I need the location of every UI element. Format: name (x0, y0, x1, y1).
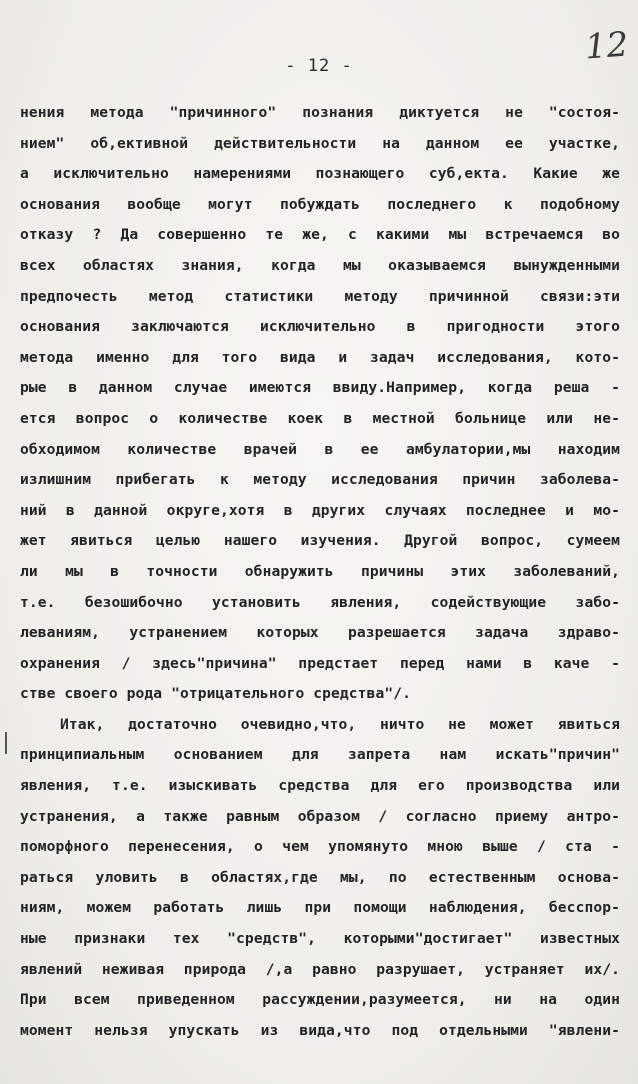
margin-mark (5, 732, 7, 754)
text-line: а исключительно намерениями познающего суб,екта. Какие же (20, 165, 620, 183)
text-line: предпочесть метод статистики методу причинной связи:эти (20, 287, 620, 305)
text-line: нения метода "причинного" познания диктуется не "состоя- (20, 104, 620, 121)
text-line: поморфного перенесения, о чем упомянуто мною выше / ста - (20, 838, 620, 856)
text-line: ниям, можем работать лишь при помощи наблюдения, бесспор- (20, 899, 620, 917)
text-line: ли мы в точности обнаружить причины этих заболеваний, (20, 562, 620, 580)
text-line: жет явиться целью нашего изучения. Другой вопрос, сумеем (20, 532, 620, 550)
text-line: момент нельзя упускать из вида,что под отдельными "явлени- (20, 1021, 620, 1039)
text-line: обходимом количестве врачей в ее амбулатории,мы находим (20, 440, 620, 458)
text-line: отказу ? Да совершенно те же, с какими мы встречаемся во (20, 226, 620, 244)
handwritten-page-number: 12 (583, 24, 630, 68)
page-number: - 12 - (285, 56, 353, 76)
text-line: т.е. безошибочно установить явления, содействующие забо- (20, 593, 620, 611)
text-line: При всем приведенном рассуждении,разумеется, ни на один (20, 991, 620, 1009)
text-line: стве своего рода "отрицательного средства"/. (20, 685, 411, 703)
text-line: излишним прибегать к методу исследования причин заболева- (20, 471, 620, 489)
text-line: леваниям, устранением которых разрешается задача здраво- (20, 624, 620, 642)
text-line: устранения, а также равным образом / согласно приему антро- (20, 807, 620, 825)
text-line: всех областях знания, когда мы оказываемся вынужденными (20, 256, 620, 274)
text-line: основания вообще могут побуждать последнего к подобному (20, 195, 620, 213)
text-line: ется вопрос о количестве коек в местной больнице или не- (20, 409, 620, 427)
text-line: основания заключаются исключительно в пригодности этого (20, 318, 620, 336)
body-text (20, 98, 620, 1046)
text-line: Итак, достаточно очевидно,что, ничто не может явиться (60, 715, 620, 733)
text-line: явления, т.е. изыскивать средства для его производства или (20, 777, 620, 795)
text-line: охранения / здесь"причина" предстает перед нами в каче - (20, 654, 620, 672)
text-line: ний в данной округе,хотя в других случаях последнее и мо- (20, 501, 620, 519)
text-line: явлений неживая природа /,а равно разрушает, устраняет их/. (20, 960, 620, 978)
text-line: рые в данном случае имеются ввиду.Например, когда реша - (20, 379, 620, 397)
text-line: раться уловить в областях,где мы, по естественным основа- (20, 868, 620, 886)
text-line: ные признаки тех "средств", которыми"достигает" известных (20, 930, 620, 948)
text-line: метода именно для того вида и задач исследования, кото- (20, 348, 620, 366)
text-line: нием" об,ективной действительности на данном ее участке, (20, 134, 620, 152)
text-line: принципиальным основанием для запрета нам искать"причин" (20, 746, 620, 764)
